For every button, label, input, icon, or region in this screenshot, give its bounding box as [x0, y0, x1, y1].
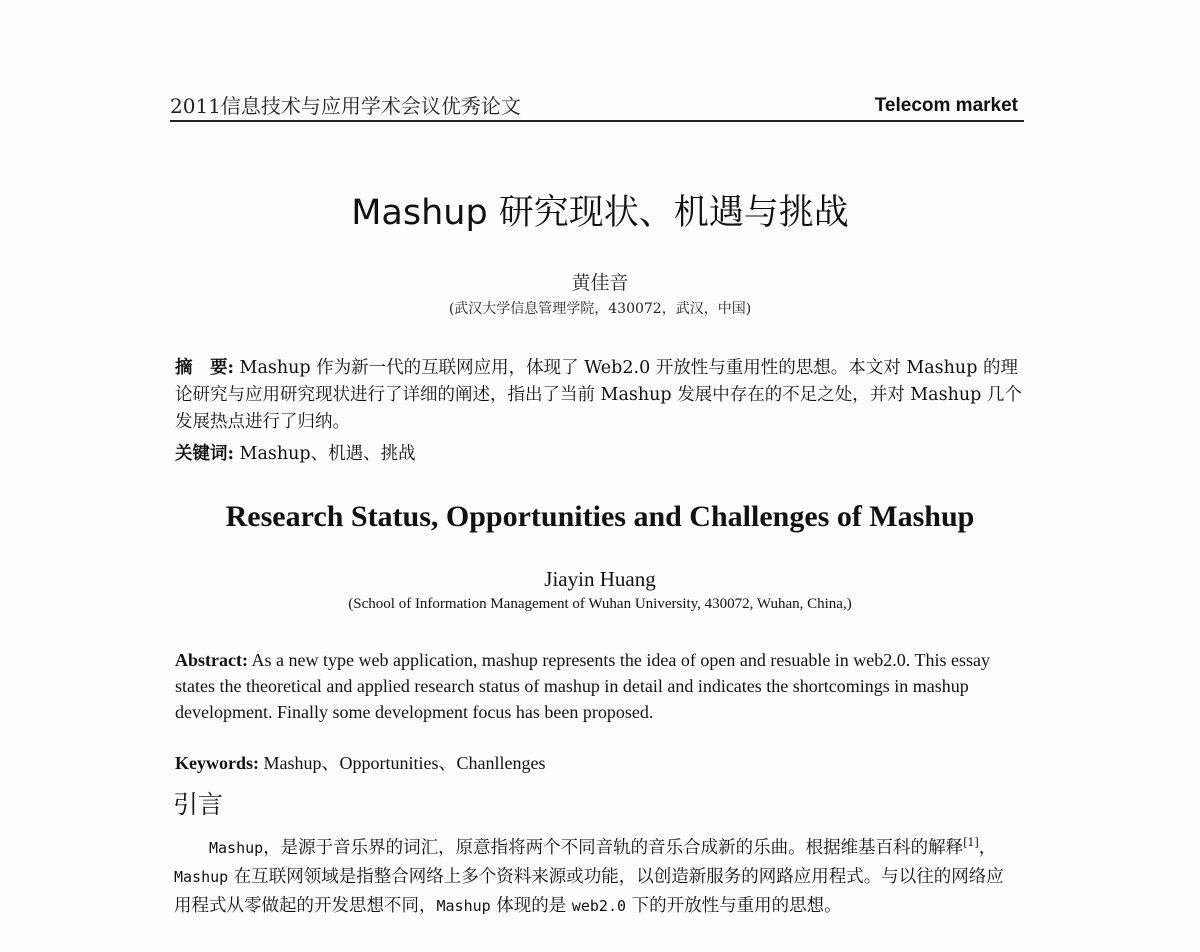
body-text: 下的开放性与重用的思想。 [626, 895, 842, 916]
body-text: 在互联网领域是指整合网络上多个资料来源或功能，以创造新服务的网路应用程式。与以往的网络应用程式从零做起的开发思想不同， [174, 866, 1004, 916]
english-title: Research Status, Opportunities and Challenges of Mashup [225, 500, 975, 533]
english-abstract-text: As a new type web application, mashup represents the idea of open and resuable in web2.0. This essay states the theoretical and applied research status of mashup in detail and indicates the shortcomings in mashup development. Finally some development focus has been proposed. [175, 650, 990, 722]
english-abstract [175, 647, 1015, 725]
section-heading-introduction: 引言 [173, 790, 224, 819]
chinese-author: 黄佳音 [571, 272, 629, 294]
chinese-abstract-text: Mashup 作为新一代的互联网应用，体现了 Web2.0 开放性与重用性的思想。本文对 Mashup 的理论研究与应用研究现状进行了详细的阐述，指出了当前 Mashup 发展中存在的不足之处，并对 Mashup 几个发展热点进行了归纳。 [175, 358, 1022, 432]
english-abstract-label: Abstract: [175, 650, 248, 670]
english-author: Jiayin Huang [544, 567, 656, 591]
english-affiliation: (School of Information Management of Wuhan University, 430072, Wuhan, China,) [348, 596, 852, 612]
body-term: web2.0 [571, 896, 627, 915]
chinese-keywords-label: 关键词: [175, 444, 234, 464]
body-term: Mashup [174, 867, 229, 886]
chinese-keywords [175, 441, 1025, 468]
chinese-affiliation: (武汉大学信息管理学院，430072，武汉，中国) [448, 301, 752, 317]
body-text: ，是源于音乐界的词汇，原意指将两个不同音轨的音乐合成新的乐曲。根据维基百科的解释 [263, 837, 964, 858]
running-head [170, 90, 1024, 122]
running-head-conference: 2011信息技术与应用学术会议优秀论文 [170, 94, 521, 118]
english-keywords-text: Mashup、Opportunities、Chanllenges [263, 753, 546, 773]
chinese-abstract [175, 355, 1025, 436]
body-text: 体现的是 [490, 895, 572, 916]
english-keywords [175, 750, 1015, 776]
body-term: Mashup [436, 896, 491, 915]
chinese-keywords-text: Mashup、机遇、挑战 [239, 444, 416, 464]
chinese-abstract-label: 摘 要: [175, 358, 234, 378]
english-keywords-label: Keywords: [175, 753, 259, 773]
introduction-paragraph [174, 828, 1019, 921]
body-term: Mashup [209, 838, 264, 857]
citation-ref: [1] [963, 836, 979, 849]
body-text: ， [978, 837, 997, 858]
chinese-title: Mashup 研究现状、机遇与挑战 [351, 193, 849, 233]
running-head-journal: Telecom market [874, 95, 1018, 116]
